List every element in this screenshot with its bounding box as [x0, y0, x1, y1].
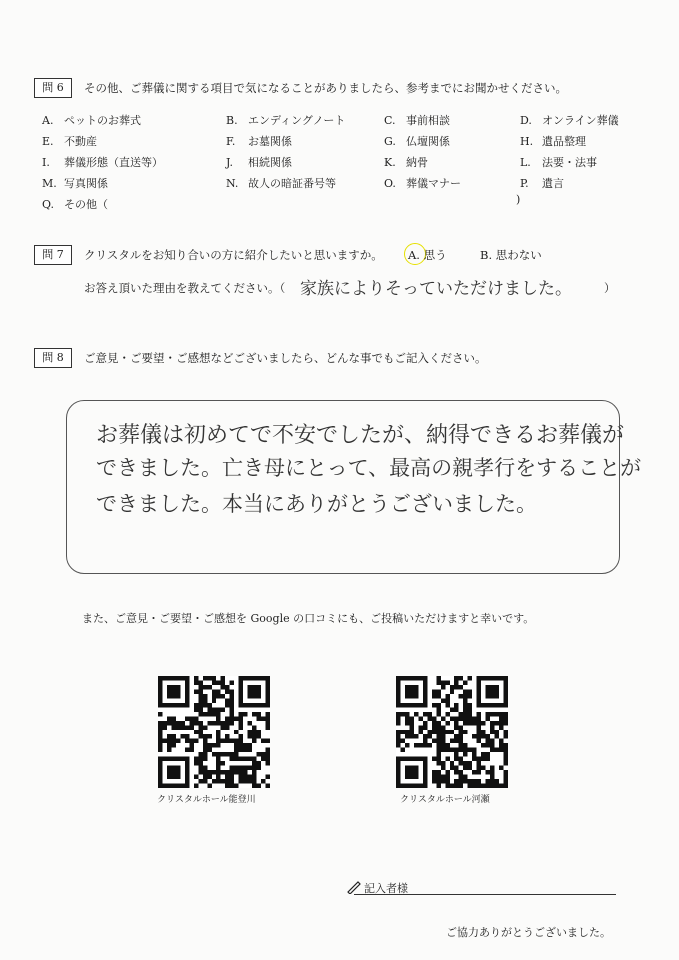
qr-caption-notogawa: クリスタルホール能登川 [157, 795, 256, 805]
option-label: 仏壇関係 [406, 135, 450, 148]
option-key: P. [520, 177, 529, 190]
option-label: エンディングノート [248, 114, 346, 127]
question-7-text: クリスタルをお知り合いの方に紹介したいと思いますか。 [84, 248, 383, 262]
option-label: 写真関係 [64, 177, 108, 190]
question-7-label: 問 7 [34, 245, 72, 265]
question-6-option [226, 133, 292, 149]
question-6-option [384, 175, 461, 191]
signature-label: 記入者様 [364, 882, 408, 895]
question-6-option [42, 196, 108, 212]
qr-code-kawase[interactable] [396, 676, 508, 788]
option-key: O. [384, 177, 396, 190]
comment-line-1: お葬儀は初めてで不安でしたが、納得できるお葬儀が [96, 423, 625, 448]
option-key: Q. [42, 198, 54, 211]
question-6-option [42, 175, 108, 191]
pen-icon [346, 880, 362, 894]
option-label: 遺品整理 [542, 135, 586, 148]
google-review-text: また、ご意見・ご要望・ご感想を Google の口コミにも、ご投稿いただけますと幸いです。 [82, 612, 535, 625]
question-6-close-paren: ) [516, 193, 521, 206]
qr-code-notogawa[interactable] [158, 676, 270, 788]
option-label: 相続関係 [248, 156, 292, 169]
comment-line-2: できました。亡き母にとって、最高の親孝行をすることが [96, 456, 642, 480]
option-key: K. [384, 156, 396, 169]
question-6-option [384, 133, 450, 149]
reason-prompt: お答え頂いた理由を教えてください。（ [84, 281, 286, 295]
question-6-option [42, 154, 163, 170]
option-label: オンライン葬儀 [542, 114, 619, 127]
question-6-option [226, 175, 336, 191]
question-6-option [520, 112, 619, 128]
option-label: お墓関係 [248, 135, 292, 148]
question-6-text: その他、ご葬儀に関する項目で気になることがありましたら、参考までにお聞かせください。 [84, 81, 567, 95]
question-6-option [384, 112, 450, 128]
option-label: 不動産 [64, 135, 97, 148]
option-label: 葬儀形態（直送等） [64, 156, 163, 169]
option-label: 葬儀マナー [406, 177, 461, 190]
option-key: J. [226, 156, 234, 169]
question-6-option [42, 112, 141, 128]
signature-line [354, 894, 616, 895]
question-8-text: ご意見・ご要望・ご感想などございましたら、どんな事でもご記入ください。 [84, 351, 487, 365]
option-label: ペットのお葬式 [64, 114, 141, 127]
option-key: C. [384, 114, 396, 127]
option-label: その他（ [64, 198, 108, 211]
footer-thanks: ご協力ありがとうございました。 [446, 926, 611, 939]
option-label: 納骨 [406, 156, 428, 169]
option-b-disagree: B. 思わない [480, 248, 542, 262]
question-6-option [226, 154, 292, 170]
option-key: M. [42, 177, 57, 190]
option-label: 遺言 [542, 177, 564, 190]
reason-answer-handwritten: 家族によりそっていただけました。 [300, 279, 572, 299]
option-key: B. [226, 114, 238, 127]
question-6-option [384, 154, 428, 170]
qr-caption-kawase: クリスタルホール河瀬 [400, 795, 490, 805]
option-key: H. [520, 135, 534, 148]
option-key: N. [226, 177, 239, 190]
question-6-option [520, 154, 597, 170]
comment-line-3: できました。本当にありがとうございました。 [96, 492, 537, 516]
question-8-label: 問 8 [34, 348, 72, 368]
option-a-agree: A. 思う [408, 248, 447, 262]
option-key: D. [520, 114, 532, 127]
question-6-option [520, 175, 564, 191]
reason-close-paren: ） [604, 281, 616, 295]
question-6-option [520, 133, 586, 149]
question-6-label: 問 6 [34, 78, 72, 98]
option-key: F. [226, 135, 236, 148]
question-6-option [42, 133, 97, 149]
option-key: A. [42, 114, 54, 127]
option-key: E. [42, 135, 54, 148]
option-key: L. [520, 156, 531, 169]
option-label: 事前相談 [406, 114, 450, 127]
option-label: 故人の暗証番号等 [248, 177, 336, 190]
question-6-option [226, 112, 345, 128]
option-key: I. [42, 156, 50, 169]
option-label: 法要・法事 [542, 156, 597, 169]
option-key: G. [384, 135, 396, 148]
